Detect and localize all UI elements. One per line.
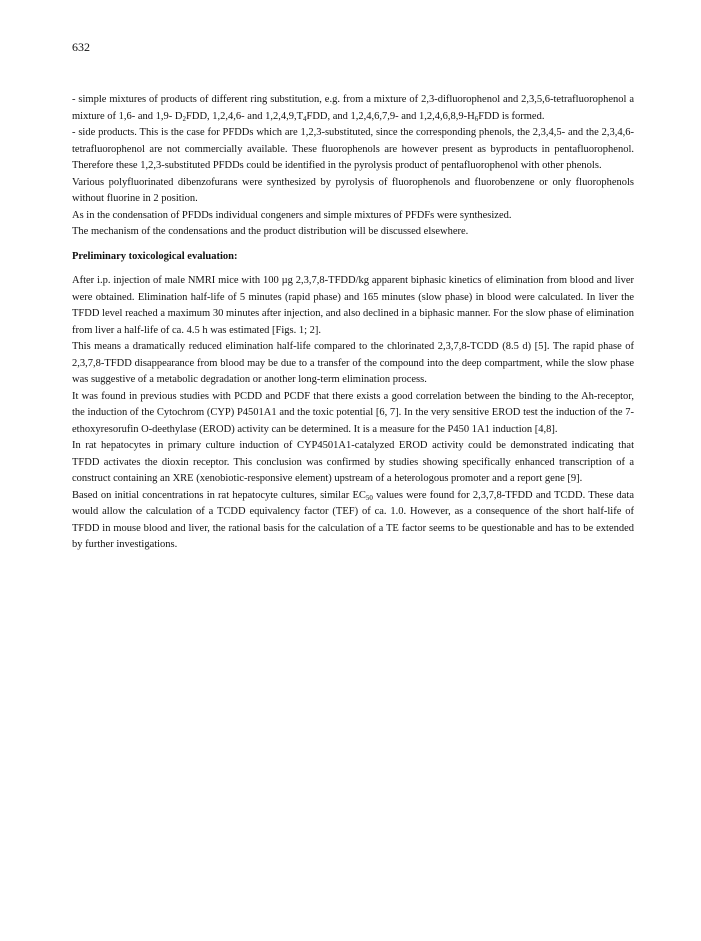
body-text (72, 92, 634, 554)
paragraph-ah-receptor: It was found in previous studies with PCDD and PCDF that there exists a good correlation between the binding to the Ah-receptor, the induction of the Cytochrom (CYP) P4501A1 and the toxic potential [6, 7]. In the very sensitive EROD test the induction of the 7-ethoxyresorufin O-deethylase (EROD) activity can be determined. It is a measure for the P450 1A1 induction [4,8]. (72, 390, 634, 435)
paragraph-simple-mixtures: - simple mixtures of products of different ring substitution, e.g. from a mixture of 2,3-difluorophenol and 2,3,5,6-tetrafluorophenol a mixture of 1,6- and 1,9- $D_2FDD$, 1,2,4,6- and $1,2,4,9,T_4FDD$, and 1,2,4,6,7,9- and $1,2,4,6,8,9-H_6FDD$ is formed. (72, 94, 634, 123)
paragraph-condensation: As in the condensation of PFDDs individual congeners and simple mixtures of PFDFs were synthesized. (72, 209, 512, 221)
paragraph-side-products: - side products. This is the case for PFDDs which are 1,2,3-substituted, since the corresponding phenols, the 2,3,4,5- and the 2,3,4,6-tetrafluorophenol are not commercially available. These fluorophenols are however present as byproducts in pentafluorophenol. Therefore these 1,2,3-substituted PFDDs could be identified in the pyrolysis product of pentafluorophenol with other phenols. (72, 127, 634, 171)
paragraph-injection: After i.p. injection of male NMRI mice with 100 µg 2,3,7,8-TFDD/kg apparent biphasic kinetics of elimination from blood and liver were obtained. Elimination half-life of 5 minutes (rapid phase) and 165 minutes (slow phase) in blood were calculated. In liver the TFDD level reached a maximum 30 minutes after injection, and also declined in a biphasic manner. For the slow phase of elimination from liver a half-life of ca. 4.5 h was estimated [Figs. 1; 2]. (72, 275, 634, 336)
section-heading: Preliminary toxicological evaluation: (72, 250, 238, 262)
paragraph-mechanism: The mechanism of the condensations and the product distribution will be discussed elsewhere. (72, 226, 469, 237)
paragraph-ec50: Based on initial concentrations in rat hepatocyte cultures, similar $EC_{50}$ values were found for 2,3,7,8-TFDD and TCDD. These data would allow the calculation of a TCDD equivalency factor (TEF) of ca. 1.0. However, as a consequence of the short half-life of TFDD in mouse blood and liver, the rational basis for the calculation of a TE factor seems to be questionable and has to be extended by further investigations. (72, 489, 634, 550)
paragraph-dibenzofurans: Various polyfluorinated dibenzofurans were synthesized by pyrolysis of fluorophenols and fluorobenzene or only fluorophenols without fluorine in 2 position. (72, 176, 634, 204)
paragraph-hepatocytes: In rat hepatocytes in primary culture induction of CYP4501A1-catalyzed EROD activity could be demonstrated indicating that TFDD activates the dioxin receptor. This conclusion was confirmed by studies showing specifically enhanced transcription of a construct containing an XRE (xenobiotic-responsive element) upstream of a heterologous promoter and a report gene [9]. (72, 440, 634, 484)
page-number: 632 (72, 40, 90, 54)
paragraph-half-life: This means a dramatically reduced elimination half-life compared to the chlorinated 2,3,7,8-TCDD (8.5 d) [5]. The rapid phase of 2,3,7,8-TFDD disappearance from blood may be due to a transfer of the compound into the deep compartment, while the slow phase was suggestive of a metabolic degradation or another long-term elimination process. (72, 341, 634, 385)
